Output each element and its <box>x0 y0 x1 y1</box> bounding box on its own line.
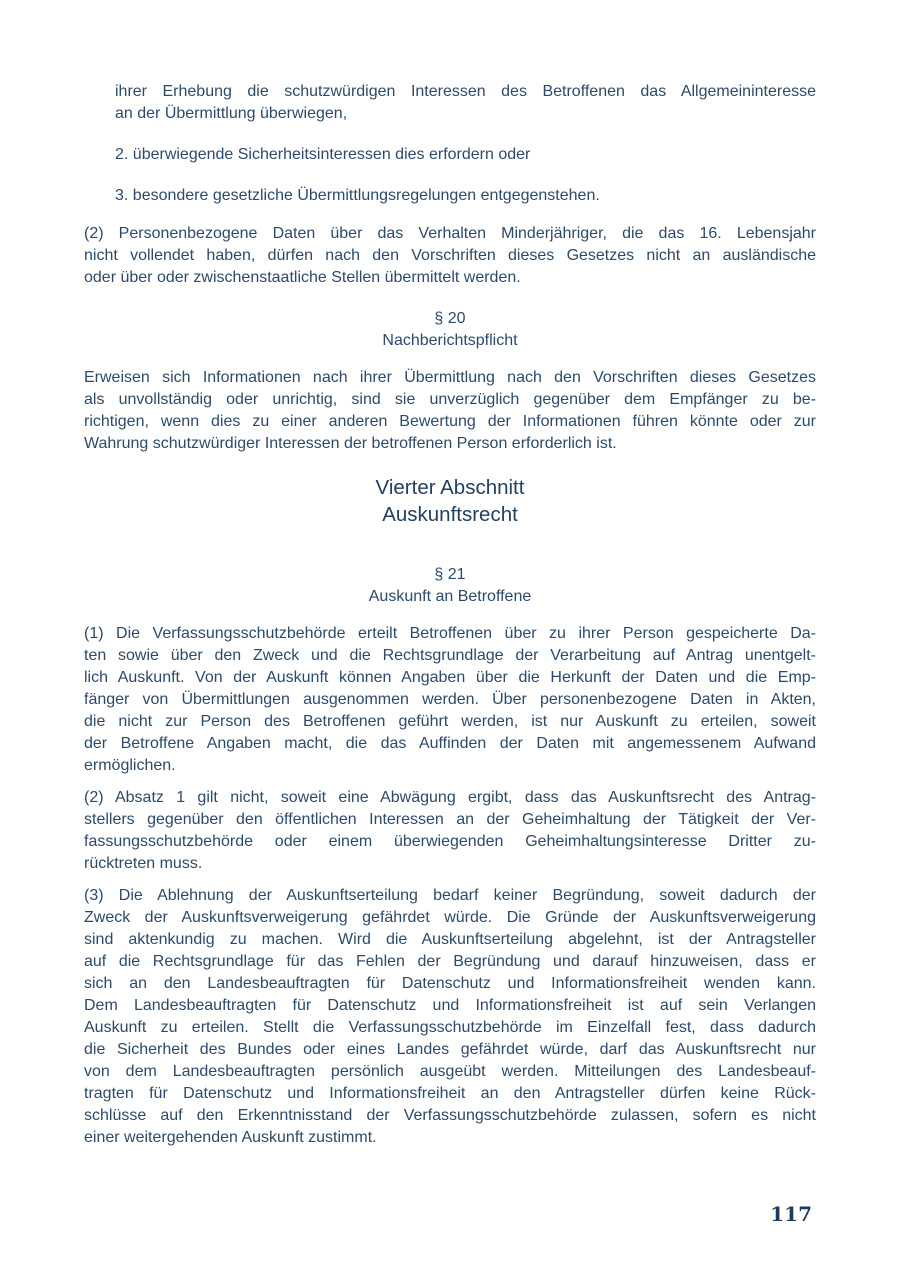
list-item-2-line-1: 2. überwiegende Sicherheitsinteressen dies erfordern oder <box>115 146 531 163</box>
list-item-3-line-1: 3. besondere gesetzliche Übermittlungsregelungen entgegenstehen. <box>115 187 600 204</box>
document-body <box>84 81 816 1149</box>
page-number: 117 <box>770 1202 812 1226</box>
paragraph-section-20-line-4: Wahrung schutzwürdiger Interessen der betroffenen Person erforderlich ist. <box>84 435 617 452</box>
paragraph-21-absatz-3-line-3: sind aktenkundig zu machen. Wird die Auskunftserteilung abgelehnt, ist der Antragsteller <box>84 931 816 948</box>
paragraph-absatz-2-line-3: oder über oder zwischenstaatliche Stellen übermittelt werden. <box>84 269 521 286</box>
list-item-2 <box>115 144 816 166</box>
paragraph-section-20 <box>84 367 816 455</box>
list-item-1-continuation <box>115 81 816 125</box>
paragraph-21-absatz-3-line-7: Auskunft zu erteilen. Stellt die Verfassungsschutzbehörde im Einzelfall fest, dass dadurch <box>84 1019 816 1036</box>
paragraph-21-absatz-3-line-11: schlüsse auf den Erkenntnisstand der Verfassungsschutzbehörde zulassen, sofern es nicht <box>84 1107 816 1124</box>
paragraph-21-absatz-3-line-2: Zweck der Auskunftsverweigerung gefährdet würde. Die Gründe der Auskunftsverweigerung <box>84 909 816 926</box>
heading-section-21 <box>84 564 816 608</box>
paragraph-21-absatz-3-line-8: die Sicherheit des Bundes oder eines Landes gefährdet würde, darf das Auskunftsrecht nur <box>84 1041 816 1058</box>
list-item-1-continuation-line-2: an der Übermittlung überwiegen, <box>115 105 348 122</box>
paragraph-section-20-line-1: Erweisen sich Informationen nach ihrer Übermittlung nach den Vorschriften dieses Gesetzes <box>84 369 816 386</box>
paragraph-21-absatz-1-line-7: ermöglichen. <box>84 757 176 774</box>
paragraph-21-absatz-1-line-3: lich Auskunft. Von der Auskunft können Angaben über die Herkunft der Daten und die Emp- <box>84 669 816 686</box>
paragraph-21-absatz-3-line-4: auf die Rechtsgrundlage für das Fehlen der Begründung und darauf hinzuweisen, dass er <box>84 953 816 970</box>
paragraph-21-absatz-3-line-1: (3) Die Ablehnung der Auskunftserteilung bedarf keiner Begründung, soweit dadurch der <box>84 887 816 904</box>
paragraph-21-absatz-3-line-5: sich an den Landesbeauftragten für Datenschutz und Informationsfreiheit wenden kann. <box>84 975 816 992</box>
heading-section-20-line-1: § 20 <box>434 310 466 327</box>
paragraph-21-absatz-1-line-4: fänger von Übermittlungen ausgenommen werden. Über personenbezogene Daten in Akten, <box>84 691 816 708</box>
paragraph-21-absatz-2 <box>84 787 816 875</box>
paragraph-section-20-line-3: richtigen, wenn dies zu einer anderen Bewertung der Informationen führen könnte oder zur <box>84 413 816 430</box>
paragraph-21-absatz-1-line-5: die nicht zur Person des Betroffenen geführt werden, ist nur Auskunft zu erteilen, soweit <box>84 713 816 730</box>
list-item-3 <box>115 185 816 207</box>
paragraph-21-absatz-2-line-1: (2) Absatz 1 gilt nicht, soweit eine Abwägung ergibt, dass das Auskunftsrecht des Antrag- <box>84 789 816 806</box>
heading-section-20 <box>84 308 816 352</box>
paragraph-21-absatz-3-line-9: von dem Landesbeauftragten persönlich ausgeübt werden. Mitteilungen des Landesbeauf- <box>84 1063 816 1080</box>
heading-chapter-vierter-abschnitt <box>84 474 816 528</box>
heading-section-21-line-1: § 21 <box>434 566 466 583</box>
paragraph-21-absatz-2-line-3: fassungsschutzbehörde oder einem überwiegenden Geheimhaltungsinteresse Dritter zu- <box>84 833 816 850</box>
paragraph-21-absatz-3-line-10: tragten für Datenschutz und Informationsfreiheit an den Antragsteller dürfen keine Rück- <box>84 1085 816 1102</box>
paragraph-21-absatz-1-line-6: der Betroffene Angaben macht, die das Auffinden der Daten mit angemessenem Aufwand <box>84 735 816 752</box>
paragraph-21-absatz-1-line-1: (1) Die Verfassungsschutzbehörde erteilt Betroffenen über zu ihrer Person gespeicherte Da- <box>84 625 816 642</box>
paragraph-21-absatz-3-line-6: Dem Landesbeauftragten für Datenschutz und Informationsfreiheit ist auf sein Verlangen <box>84 997 816 1014</box>
heading-section-20-line-2: Nachberichtspflicht <box>382 332 518 349</box>
paragraph-21-absatz-1-line-2: ten sowie über den Zweck und die Rechtsgrundlage der Verarbeitung auf Antrag unentgelt- <box>84 647 816 664</box>
paragraph-absatz-2-line-1: (2) Personenbezogene Daten über das Verhalten Minderjähriger, die das 16. Lebensjahr <box>84 225 816 242</box>
heading-chapter-vierter-abschnitt-line-2: Auskunftsrecht <box>382 503 518 526</box>
heading-section-21-line-2: Auskunft an Betroffene <box>368 588 532 605</box>
heading-chapter-vierter-abschnitt-line-1: Vierter Abschnitt <box>375 476 525 499</box>
paragraph-21-absatz-2-line-2: stellers gegenüber den öffentlichen Interessen an der Geheimhaltung der Tätigkeit der Ver- <box>84 811 816 828</box>
paragraph-21-absatz-3 <box>84 885 816 1149</box>
paragraph-21-absatz-1 <box>84 623 816 777</box>
paragraph-absatz-2 <box>84 223 816 289</box>
paragraph-section-20-line-2: als unvollständig oder unrichtig, sind sie unverzüglich gegenüber dem Empfänger zu be- <box>84 391 816 408</box>
list-item-1-continuation-line-1: ihrer Erhebung die schutzwürdigen Interessen des Betroffenen das Allgemeininteresse <box>115 83 816 100</box>
paragraph-21-absatz-2-line-4: rücktreten muss. <box>84 855 203 872</box>
paragraph-absatz-2-line-2: nicht vollendet haben, dürfen nach den Vorschriften dieses Gesetzes nicht an ausländische <box>84 247 816 264</box>
paragraph-21-absatz-3-line-12: einer weitergehenden Auskunft zustimmt. <box>84 1129 377 1146</box>
